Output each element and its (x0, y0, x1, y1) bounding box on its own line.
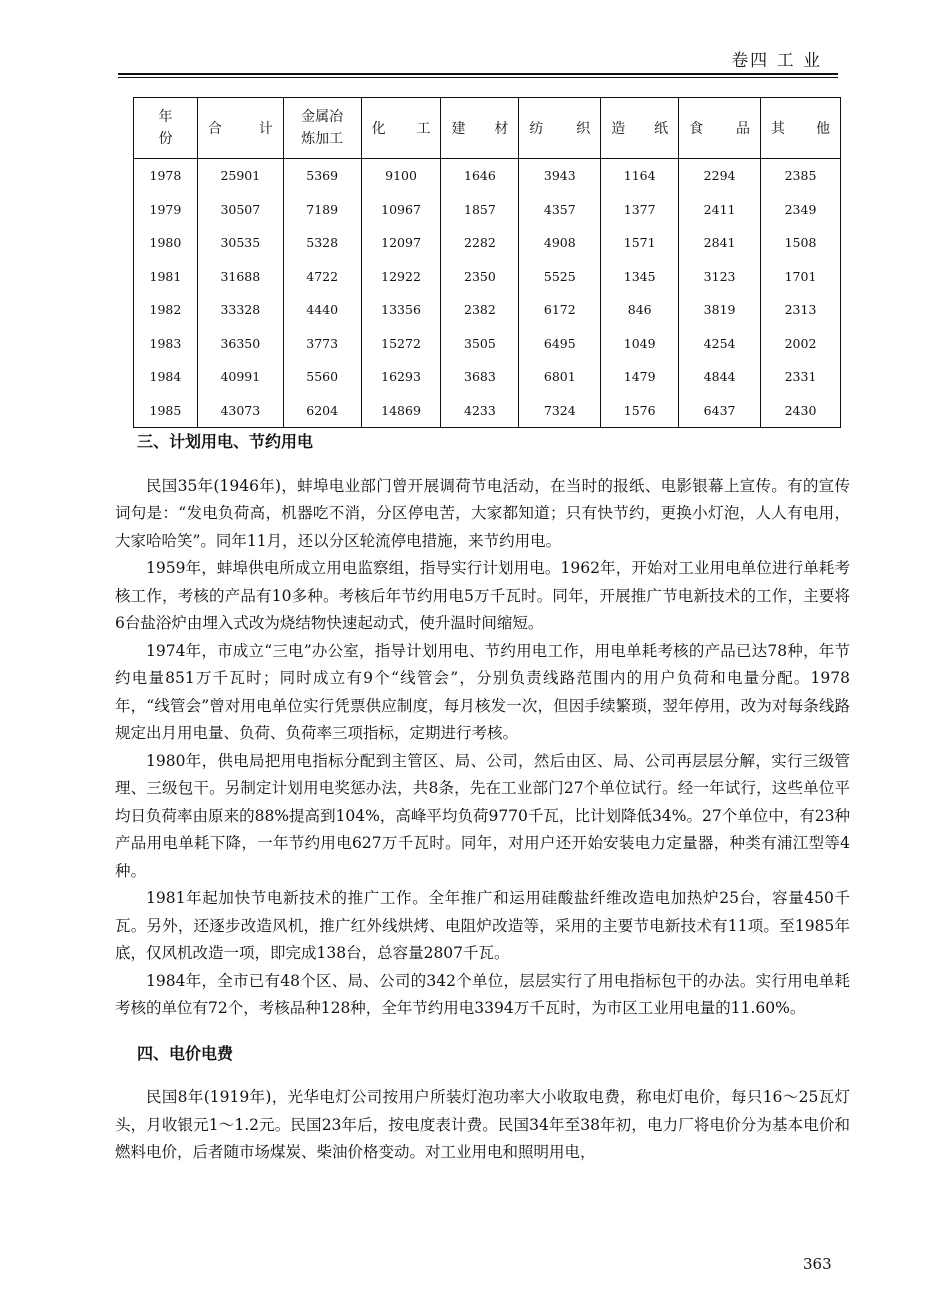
table-cell: 2331 (761, 360, 841, 394)
paragraph: 民国35年(1946年)，蚌埠电业部门曾开展调荷节电活动，在当时的报纸、电影银幕上宣传。有的宣传词句是：“发电负荷高，机器吃不消，分区停电苦，大家都知道；只有快节约，更换小灯泡，人人有电用，大家哈哈笑”。同年11月，还以分区轮流停电措施，来节约用电。 (115, 476, 850, 550)
table-cell: 6172 (519, 293, 601, 327)
table-cell: 1479 (601, 360, 679, 394)
table-cell: 1978 (134, 159, 198, 193)
table-cell: 3505 (441, 327, 519, 361)
table-cell: 1345 (601, 260, 679, 294)
table-cell: 3683 (441, 360, 519, 394)
table-cell: 36350 (197, 327, 283, 361)
table-cell: 3819 (679, 293, 761, 327)
table-cell: 1576 (601, 394, 679, 428)
table-cell: 2350 (441, 260, 519, 294)
col-building: 建 材 (441, 98, 519, 159)
section-title: 四、电价电费 (137, 1043, 234, 1063)
table-cell: 4254 (679, 327, 761, 361)
table-cell: 1377 (601, 193, 679, 227)
table-cell: 16293 (361, 360, 441, 394)
table-cell: 6495 (519, 327, 601, 361)
table-header-row (134, 98, 841, 159)
table-cell: 15272 (361, 327, 441, 361)
table-cell: 1983 (134, 327, 198, 361)
paragraph: 1959年，蚌埠供电所成立用电监察组，指导实行计划用电。1962年，开始对工业用电单位进行单耗考核工作，考核的产品有10多种。考核后年节约用电5万千瓦时。同年，开展推广节电新技术的工作，主要将6台盐浴炉由埋入式改为烧结物快速起动式，使升温时间缩短。 (115, 559, 850, 632)
table-row (134, 327, 841, 361)
table-cell: 6204 (283, 394, 361, 428)
table-cell: 3123 (679, 260, 761, 294)
section-title: 三、计划用电、节约用电 (137, 432, 314, 451)
table-cell: 1857 (441, 193, 519, 227)
paragraph: 民国8年(1919年)，光华电灯公司按用户所装灯泡功率大小收取电费，称电灯电价，每只16～25瓦灯头，月收银元1～1.2元。民国23年后，按电度表计费。民国34年至38年初，电力厂将电价分为基本电价和燃料电价，后者随市场煤炭、柴油价格变动。对工业用电和照明用电， (115, 1088, 850, 1161)
table-cell: 4722 (283, 260, 361, 294)
table-cell: 12097 (361, 226, 441, 260)
table-cell: 7324 (519, 394, 601, 428)
col-other: 其 他 (761, 98, 841, 159)
table-cell: 31688 (197, 260, 283, 294)
table-cell: 1980 (134, 226, 198, 260)
table-cell: 2282 (441, 226, 519, 260)
table-cell: 2002 (761, 327, 841, 361)
table-cell: 2385 (761, 159, 841, 193)
page-number: 363 (803, 1255, 832, 1273)
table-cell: 5369 (283, 159, 361, 193)
table-cell: 6801 (519, 360, 601, 394)
table-cell: 13356 (361, 293, 441, 327)
table-cell: 4908 (519, 226, 601, 260)
table-cell: 7189 (283, 193, 361, 227)
table-cell: 4440 (283, 293, 361, 327)
table-cell: 30507 (197, 193, 283, 227)
table-cell: 30535 (197, 226, 283, 260)
table-cell: 1049 (601, 327, 679, 361)
table-cell: 1701 (761, 260, 841, 294)
table-cell: 4357 (519, 193, 601, 227)
table-cell: 5328 (283, 226, 361, 260)
table-cell: 14869 (361, 394, 441, 428)
paragraph: 1980年，供电局把用电指标分配到主管区、局、公司，然后由区、局、公司再层层分解，实行三级管理、三级包干。另制定计划用电奖惩办法，共8条，先在工业部门27个单位试行。经一年试行，这些单位平均日负荷率由原来的88%提高到104%，高峰平均负荷9770千瓦，比计划降低34%。27个单位中，有23种产品用电单耗下降，一年节约用电627万千瓦时。同年，对用户还开始安装电力定量器，种类有浦江型等4种。 (115, 751, 850, 880)
col-paper: 造 纸 (601, 98, 679, 159)
table-cell: 10967 (361, 193, 441, 227)
table-cell: 2430 (761, 394, 841, 428)
paragraph: 1984年，全市已有48个区、局、公司的342个单位，层层实行了用电指标包干的办法。实行用电单耗考核的单位有72个，考核品种128种，全年节约用电3394万千瓦时，为市区工业用电量的11.60%。 (115, 971, 850, 1017)
paragraph: 1974年，市成立“三电”办公室，指导计划用电、节约用电工作，用电单耗考核的产品已达78种，年节约电量851万千瓦时；同时成立有9个“线管会”，分别负责线路范围内的用户负荷和电量分配。1978年，“线管会”曾对用电单位实行凭票供应制度，每月核发一次，但因手续繁琐，翌年停用，改为对每条线路规定出月用电量、负荷、负荷率三项指标，定期进行考核。 (115, 641, 850, 742)
table-row (134, 193, 841, 227)
table-cell: 1979 (134, 193, 198, 227)
table-row (134, 394, 841, 428)
table-cell: 1984 (134, 360, 198, 394)
table-cell: 4233 (441, 394, 519, 428)
table-cell: 5525 (519, 260, 601, 294)
table-row (134, 226, 841, 260)
table-cell: 2411 (679, 193, 761, 227)
table-cell: 9100 (361, 159, 441, 193)
body-text (115, 428, 850, 1167)
table-cell: 1164 (601, 159, 679, 193)
table-cell: 2313 (761, 293, 841, 327)
header-rule-thick (118, 73, 838, 75)
table-cell: 5560 (283, 360, 361, 394)
table-cell: 33328 (197, 293, 283, 327)
col-total: 合 计 (197, 98, 283, 159)
table-cell: 40991 (197, 360, 283, 394)
table-row (134, 360, 841, 394)
table-cell: 6437 (679, 394, 761, 428)
table-cell: 43073 (197, 394, 283, 428)
col-textile: 纺 织 (519, 98, 601, 159)
col-year: 年 份 (134, 98, 198, 159)
table-cell: 1982 (134, 293, 198, 327)
page-header (0, 0, 950, 80)
table-cell: 2294 (679, 159, 761, 193)
table-cell: 4844 (679, 360, 761, 394)
table-cell: 2349 (761, 193, 841, 227)
table-cell: 25901 (197, 159, 283, 193)
table-cell: 1508 (761, 226, 841, 260)
col-chemical: 化 工 (361, 98, 441, 159)
col-metal: 金属冶 炼加工 (283, 98, 361, 159)
table-row (134, 260, 841, 294)
table-cell: 1985 (134, 394, 198, 428)
header-rule-thin (118, 77, 838, 78)
running-head: 卷四 工 业 (731, 51, 822, 71)
table-cell: 1981 (134, 260, 198, 294)
table-cell: 3773 (283, 327, 361, 361)
industry-electricity-table (133, 97, 841, 428)
table-cell: 846 (601, 293, 679, 327)
col-food: 食 品 (679, 98, 761, 159)
table-cell: 1646 (441, 159, 519, 193)
table-cell: 12922 (361, 260, 441, 294)
table-row (134, 159, 841, 193)
table-row (134, 293, 841, 327)
table-cell: 1571 (601, 226, 679, 260)
table-cell: 2382 (441, 293, 519, 327)
table-cell: 3943 (519, 159, 601, 193)
paragraph: 1981年起加快节电新技术的推广工作。全年推广和运用硅酸盐纤维改造电加热炉25台，容量450千瓦。另外，还逐步改造风机，推广红外线烘烤、电阻炉改造等，采用的主要节电新技术有11项。至1985年底，仅风机改造一项，即完成138台，总容量2807千瓦。 (115, 889, 850, 962)
table-cell: 2841 (679, 226, 761, 260)
